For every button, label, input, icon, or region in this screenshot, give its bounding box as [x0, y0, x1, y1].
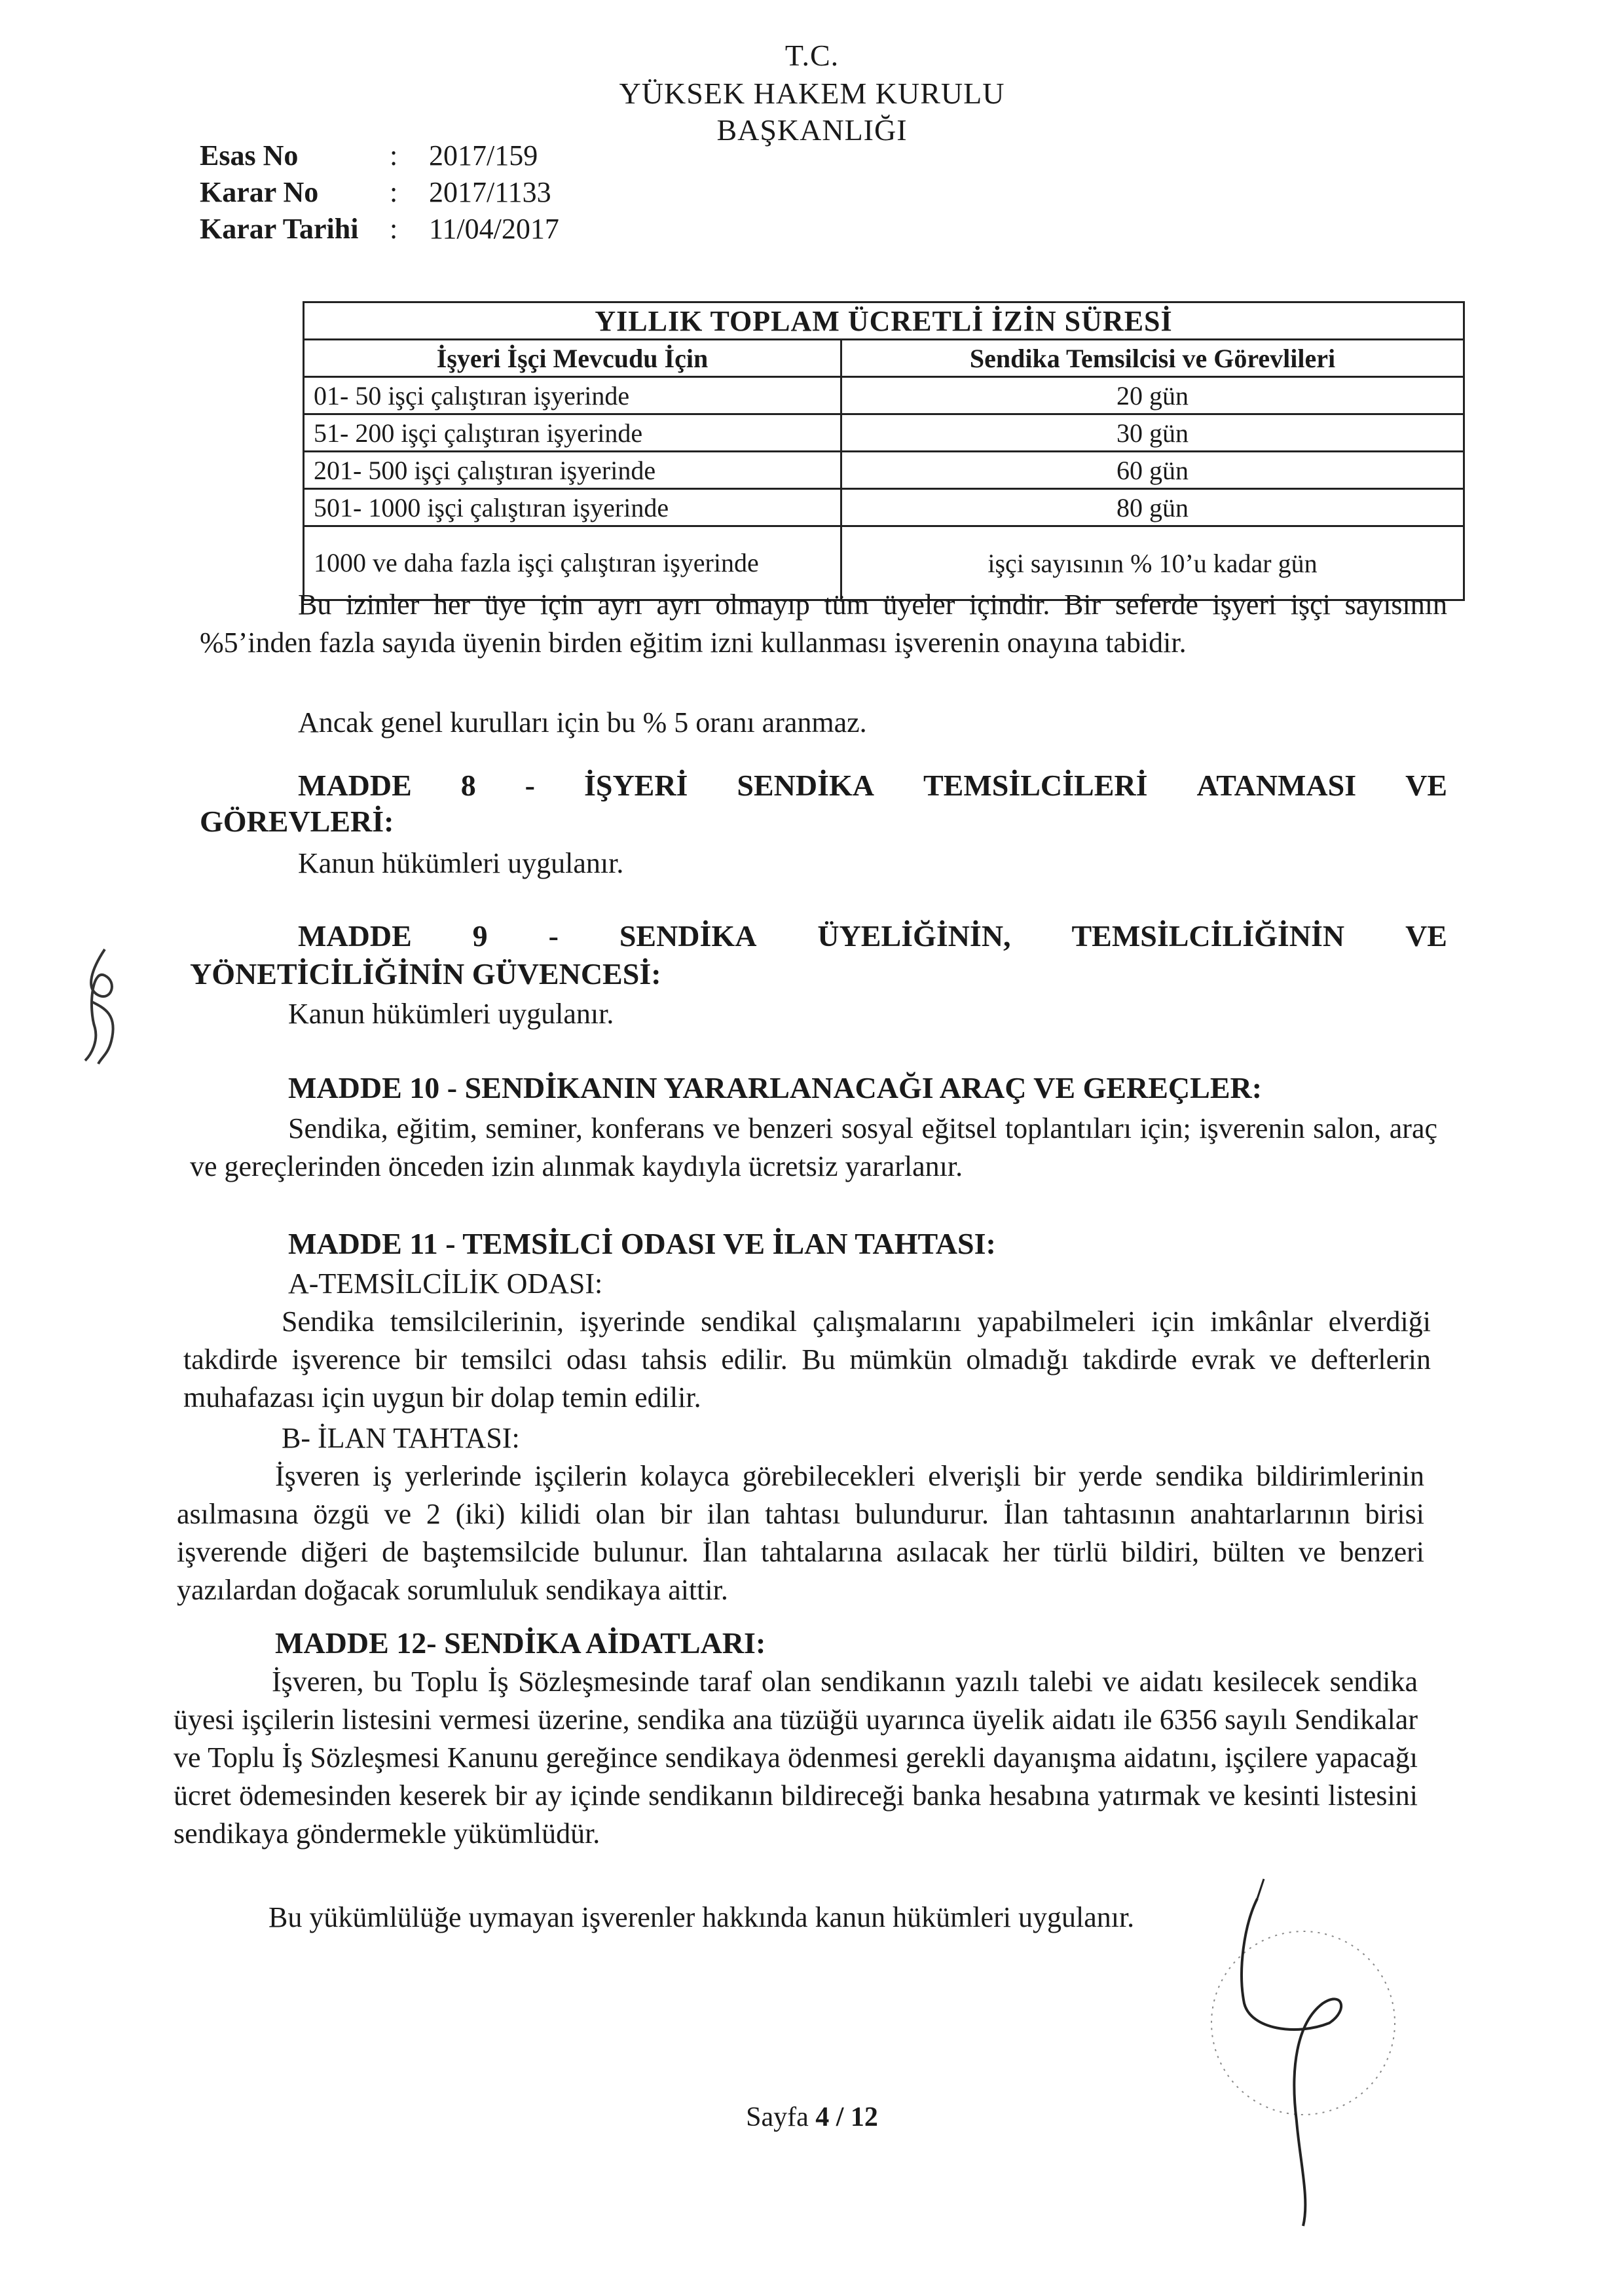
leave-note-paragraph: Bu izinler her üye için ayrı ayrı olmayıp tüm üyeler içindir. Bir seferde işyeri işçi sayısının %5’inden fazla sayıda üyenin birden eğitim izni kullanması işverenin onayına tabidir. — [200, 589, 1447, 659]
meta-esas-no: Esas No : 2017/159 — [200, 139, 538, 172]
article-11-heading: MADDE 11 - TEMSİLCİ ODASI VE İLAN TAHTASI: — [288, 1227, 996, 1260]
table-cell: 1000 ve daha fazla işçi çalıştıran işyerinde — [304, 526, 841, 600]
table-cell: 51- 200 işçi çalıştıran işyerinde — [304, 414, 841, 452]
meta-label: Karar No — [200, 176, 319, 208]
heading-word: SENDİKA — [737, 769, 875, 802]
meta-label: Esas No — [200, 139, 299, 172]
article-8-heading — [298, 766, 1447, 805]
heading-word: ÜYELİĞİNİN, — [817, 919, 1011, 953]
signature-stamp — [1198, 1872, 1408, 2239]
annual-leave-table — [303, 301, 1465, 601]
heading-word: MADDE — [298, 769, 412, 802]
article-9-heading-cont: YÖNETİCİLİĞİNİN GÜVENCESİ: — [190, 957, 661, 991]
article-12-text: İşveren, bu Toplu İş Sözleşmesinde taraf olan sendikanın yazılı talebi ve aidatı kesilecek sendika üyesi işçilerin listesini vermesi üzerine, sendika ana tüzüğü uyarınca üyelik aidatı ile 6356 sayılı Sendikalar ve Toplu İş Sözleşmesi Kanunu gereğince sendikaya ödenmesi gerekli dayanışma aidatını, işçilere yapacağı ücret ödemesinden keserek bir ay içinde sendikanın bildireceği banka hesabına yatırmak ve kesinti listesini sendikaya göndermekle yükümlüdür. — [174, 1666, 1418, 1850]
handwritten-initial — [65, 943, 144, 1074]
article-8-heading-cont: GÖREVLERİ: — [200, 805, 394, 838]
table-cell: 201- 500 işçi çalıştıran işyerinde — [304, 452, 841, 489]
heading-word: TEMSİLCİLERİ — [923, 769, 1148, 802]
table-cell: 60 gün — [841, 452, 1464, 489]
table-cell: 80 gün — [841, 489, 1464, 526]
article-11-text-b: İşveren iş yerlerinde işçilerin kolayca görebilecekleri elverişli bir yerde sendika bildirimlerinin asılmasına özgü ve 2 (iki) kilidi olan bir ilan tahtası bulundurur. İlan tahtasının anahtarlarının birisi işverende diğeri de baştemsilcide bulunur. İlan tahtalarına asılacak her türlü bildiri, bülten ve benzeri yazılardan doğacak sorumluluk sendikaya aittir. — [177, 1460, 1424, 1606]
article-11-subheading-a: A-TEMSİLCİLİK ODASI: — [288, 1267, 603, 1300]
page-label: Sayfa — [746, 2102, 816, 2132]
current-page: 4 — [815, 2102, 830, 2132]
meta-karar-no: Karar No : 2017/1133 — [200, 176, 551, 208]
general-assembly-note: Ancak genel kurulları için bu % 5 oranı aranmaz. — [298, 706, 867, 738]
page-separator: / — [829, 2102, 851, 2132]
table-row — [304, 452, 1464, 489]
header-presidency: BAŞKANLIĞI — [716, 113, 908, 147]
table-cell: 01- 50 işçi çalıştıran işyerinde — [304, 377, 841, 414]
meta-value: 2017/1133 — [429, 176, 551, 208]
heading-word: TEMSİLCİLİĞİNİN — [1071, 919, 1345, 953]
article-12-heading: MADDE 12- SENDİKA AİDATLARI: — [275, 1626, 766, 1660]
heading-word: - — [525, 769, 535, 802]
header-institution: YÜKSEK HAKEM KURULU — [619, 77, 1005, 110]
heading-word: 8 — [460, 769, 476, 802]
table-header-representatives: Sendika Temsilcisi ve Görevlileri — [841, 340, 1464, 377]
heading-word: VE — [1405, 769, 1447, 802]
table-cell: 20 gün — [841, 377, 1464, 414]
article-11-subheading-b: B- İLAN TAHTASI: — [282, 1422, 520, 1454]
table-cell: işçi sayısının % 10’u kadar gün — [841, 526, 1464, 600]
article-9-text: Kanun hükümleri uygulanır. — [288, 998, 614, 1030]
article-10-text: Sendika, eğitim, seminer, konferans ve benzeri sosyal eğitsel toplantıları için; işverenin salon, araç ve gereçlerinden önceden izin alınmak kaydıyla ücretsiz yararlanır. — [190, 1112, 1437, 1182]
header-tc: T.C. — [784, 39, 840, 72]
total-pages: 12 — [850, 2102, 878, 2132]
heading-word: SENDİKA — [619, 919, 757, 953]
article-10-heading: MADDE 10 - SENDİKANIN YARARLANACAĞI ARAÇ VE GEREÇLER: — [288, 1071, 1263, 1104]
meta-value: 11/04/2017 — [429, 213, 559, 245]
table-cell: 30 gün — [841, 414, 1464, 452]
article-9-heading — [298, 917, 1447, 956]
table-cell: 501- 1000 işçi çalıştıran işyerinde — [304, 489, 841, 526]
heading-word: MADDE — [298, 919, 412, 953]
table-row — [304, 377, 1464, 414]
meta-label: Karar Tarihi — [200, 213, 359, 245]
table-row — [304, 489, 1464, 526]
article-11-text-a: Sendika temsilcilerinin, işyerinde sendikal çalışmalarını yapabilmeleri için imkânlar elverdiği takdirde işverence bir temsilci odası tahsis edilir. Bu mümkün olmadığı takdirde evrak ve defterlerin muhafazası için uygun bir dolap temin edilir. — [183, 1305, 1431, 1413]
heading-word: VE — [1405, 919, 1447, 953]
table-header-workplace: İşyeri İşçi Mevcudu İçin — [304, 340, 841, 377]
article-8-text: Kanun hükümleri uygulanır. — [298, 847, 624, 879]
meta-value: 2017/159 — [429, 139, 538, 172]
heading-word: - — [548, 919, 559, 953]
table-row — [304, 414, 1464, 452]
heading-word: İŞYERİ — [583, 769, 688, 802]
heading-word: 9 — [472, 919, 488, 953]
page-number — [0, 2102, 1624, 2133]
article-12-text-2: Bu yükümlülüğe uymayan işverenler hakkında kanun hükümleri uygulanır. — [268, 1901, 1135, 1933]
heading-word: ATANMASI — [1196, 769, 1357, 802]
table-title: YILLIK TOPLAM ÜCRETLİ İZİN SÜRESİ — [304, 302, 1464, 340]
meta-karar-tarihi: Karar Tarihi : 11/04/2017 — [200, 213, 559, 245]
